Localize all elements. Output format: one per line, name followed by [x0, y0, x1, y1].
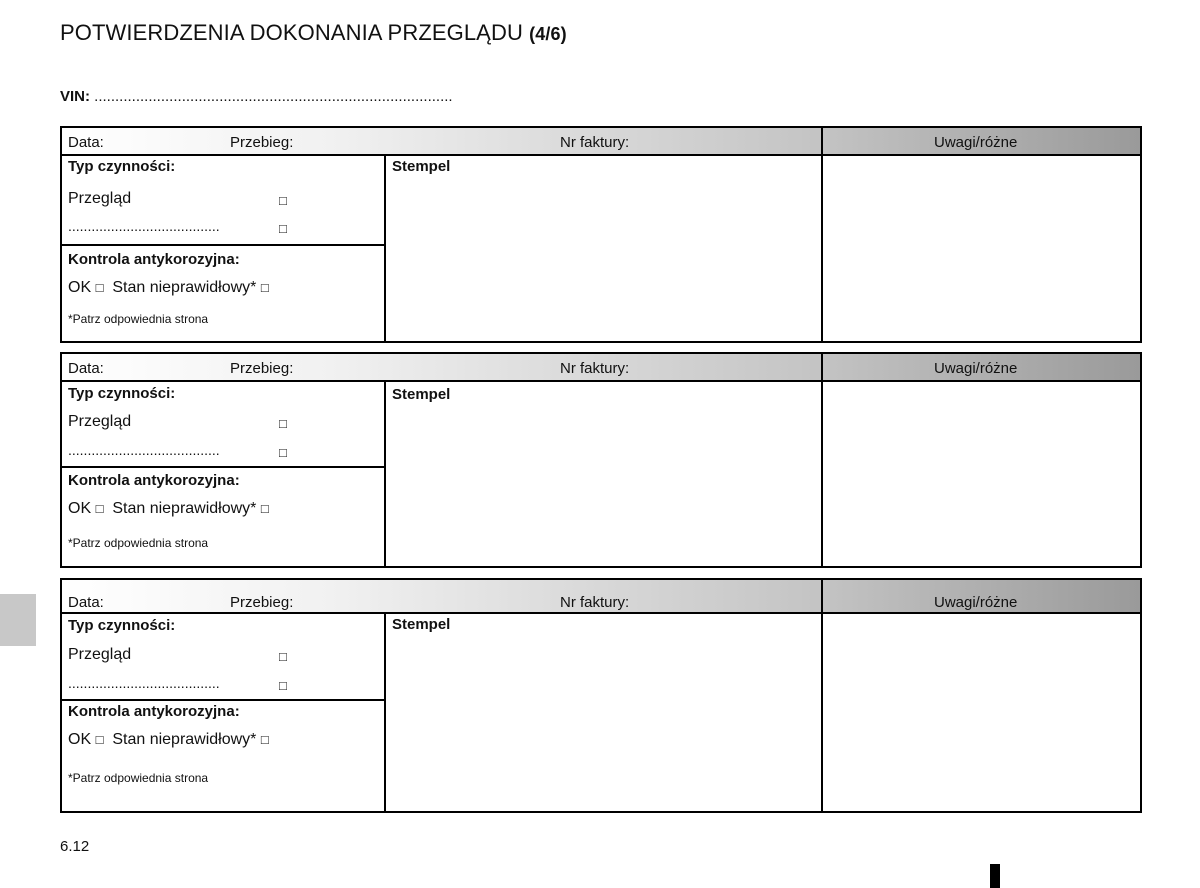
inspection-checkbox[interactable]: □: [279, 193, 287, 208]
anticorrosion-label: Kontrola antykorozyjna:: [68, 251, 240, 268]
anticorrosion-section: [62, 468, 384, 566]
inspection-checkbox[interactable]: □: [279, 649, 287, 664]
mileage-label: Przebieg:: [230, 594, 294, 611]
ok-label: OK: [68, 279, 92, 296]
activity-column: [62, 612, 386, 811]
header-divider: [821, 354, 823, 380]
title-main: POTWIERDZENIA DOKONANIA PRZEGLĄDU: [60, 20, 523, 45]
anticorrosion-options: [68, 731, 269, 749]
activity-column: [62, 154, 386, 341]
faulty-condition-checkbox[interactable]: □: [260, 501, 269, 516]
inspection-checkbox[interactable]: □: [279, 416, 287, 431]
faulty-condition-label: Stan nieprawidłowy*: [112, 731, 257, 748]
stamp-label: Stempel: [392, 158, 451, 175]
footnote: *Patrz odpowiednia strona: [68, 536, 209, 550]
mileage-label: Przebieg:: [230, 360, 294, 377]
activity-column: [62, 382, 386, 566]
other-activity-checkbox[interactable]: □: [279, 678, 287, 693]
anticorrosion-section: [62, 701, 384, 811]
remarks-column[interactable]: [823, 612, 1140, 811]
remarks-column[interactable]: [823, 154, 1140, 341]
vin-label: VIN:: [60, 88, 90, 105]
chapter-tab: [0, 594, 36, 646]
faulty-condition-label: Stan nieprawidłowy*: [112, 279, 257, 296]
record-header: [62, 354, 1140, 382]
activity-type-label: Typ czynności:: [68, 158, 176, 175]
record-body: [62, 154, 1140, 341]
other-activity-checkbox[interactable]: □: [279, 221, 287, 236]
remarks-column[interactable]: [823, 382, 1140, 566]
inspection-label: Przegląd: [68, 190, 132, 207]
remarks-label: Uwagi/różne: [934, 134, 1018, 151]
anticorrosion-options: [68, 500, 269, 518]
anticorrosion-label: Kontrola antykorozyjna:: [68, 472, 240, 489]
invoice-number-label: Nr faktury:: [560, 360, 630, 377]
faulty-condition-checkbox[interactable]: □: [260, 732, 269, 747]
date-label: Data:: [68, 360, 104, 377]
activity-type-label: Typ czynności:: [68, 385, 176, 402]
other-activity-field[interactable]: .......................................: [68, 675, 220, 691]
page-title: [60, 20, 567, 46]
inspection-label: Przegląd: [68, 413, 132, 430]
activity-type-section: [62, 154, 384, 246]
record-header: [62, 128, 1140, 156]
other-activity-field[interactable]: .......................................: [68, 218, 220, 234]
stamp-column[interactable]: [386, 154, 823, 341]
remarks-label: Uwagi/różne: [934, 594, 1018, 611]
vin-field[interactable]: ......................................................................................: [94, 88, 453, 105]
footnote: *Patrz odpowiednia strona: [68, 771, 209, 785]
activity-type-section: [62, 382, 384, 468]
page-number: 6.12: [60, 838, 90, 855]
activity-type-section: [62, 612, 384, 701]
anticorrosion-options: [68, 279, 269, 297]
inspection-label: Przegląd: [68, 646, 132, 663]
record-header: [62, 580, 1140, 614]
title-subtitle: (4/6): [529, 24, 567, 44]
header-divider: [821, 580, 823, 612]
stamp-label: Stempel: [392, 616, 451, 633]
service-record-1: [60, 126, 1142, 343]
faulty-condition-checkbox[interactable]: □: [260, 280, 269, 295]
remarks-label: Uwagi/różne: [934, 360, 1018, 377]
stamp-column[interactable]: [386, 382, 823, 566]
ok-checkbox[interactable]: □: [95, 732, 104, 747]
invoice-number-label: Nr faktury:: [560, 134, 630, 151]
header-divider: [821, 128, 823, 154]
invoice-number-label: Nr faktury:: [560, 594, 630, 611]
anticorrosion-section: [62, 246, 384, 341]
vin-line: [60, 88, 453, 105]
ok-label: OK: [68, 500, 92, 517]
anticorrosion-label: Kontrola antykorozyjna:: [68, 703, 240, 720]
date-label: Data:: [68, 594, 104, 611]
ok-checkbox[interactable]: □: [95, 501, 104, 516]
faulty-condition-label: Stan nieprawidłowy*: [112, 500, 257, 517]
page-edge-marker: [990, 864, 1000, 888]
mileage-label: Przebieg:: [230, 134, 294, 151]
service-record-2: [60, 352, 1142, 568]
activity-type-label: Typ czynności:: [68, 617, 176, 634]
ok-label: OK: [68, 731, 92, 748]
stamp-column[interactable]: [386, 612, 823, 811]
ok-checkbox[interactable]: □: [95, 280, 104, 295]
date-label: Data:: [68, 134, 104, 151]
stamp-label: Stempel: [392, 386, 451, 403]
other-activity-field[interactable]: .......................................: [68, 442, 220, 458]
other-activity-checkbox[interactable]: □: [279, 445, 287, 460]
service-record-3: [60, 578, 1142, 813]
footnote: *Patrz odpowiednia strona: [68, 312, 209, 326]
record-body: [62, 382, 1140, 566]
record-body: [62, 612, 1140, 811]
